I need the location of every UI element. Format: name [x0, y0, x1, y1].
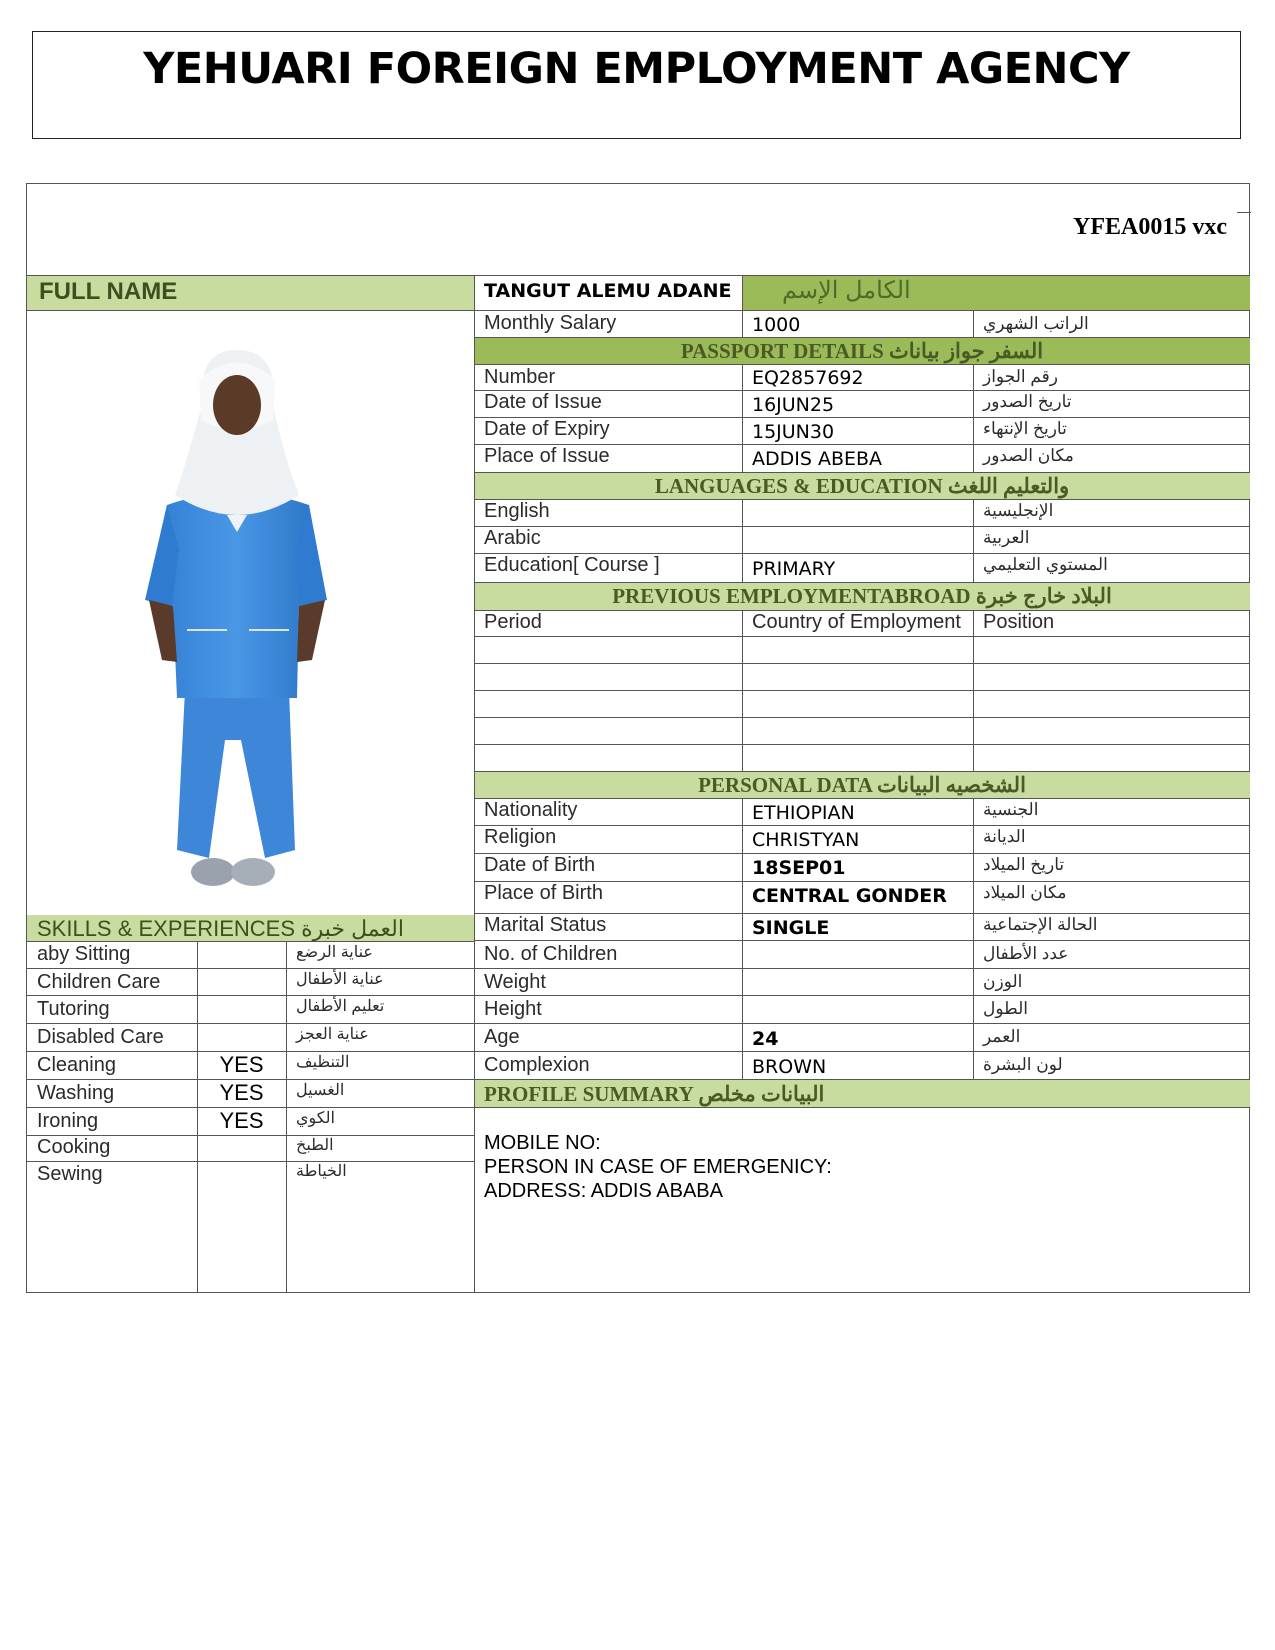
passport-number-label: Number	[484, 366, 556, 388]
complexion-value: BROWN	[752, 1056, 827, 1078]
skill-disabled-care-value	[197, 1023, 286, 1051]
skill-ironing-value: YES	[219, 1108, 264, 1133]
children-value	[742, 940, 973, 968]
education-value: PRIMARY	[752, 558, 836, 580]
skills-heading: SKILLS & EXPERIENCES العمل خبرة	[27, 915, 474, 941]
date-of-issue-value: 16JUN25	[752, 394, 835, 416]
full-name-arabic: الكامل الإسم	[742, 275, 1250, 310]
grid-line	[973, 610, 974, 771]
grid-line	[973, 499, 974, 582]
grid-line	[27, 968, 474, 969]
grid-line	[973, 798, 974, 1079]
grid-line	[474, 995, 1250, 996]
grid-line	[474, 940, 1250, 941]
skill-disabled-care-arabic: عناية العجز	[296, 1026, 369, 1043]
skill-baby-sitting-value	[197, 941, 286, 968]
english-value	[742, 499, 973, 526]
grid-line	[742, 364, 743, 472]
grid-line	[27, 275, 1250, 276]
nationality-value: ETHIOPIAN	[752, 802, 855, 824]
grid-line	[474, 417, 1250, 418]
skill-cleaning-arabic: التنظيف	[296, 1054, 350, 1071]
full-name-label: FULL NAME	[27, 275, 474, 310]
grid-line	[742, 610, 743, 771]
full-name-value: TANGUT ALEMU ADANE	[484, 280, 732, 302]
date-of-issue-label: Date of Issue	[484, 391, 602, 413]
grid-line	[474, 1051, 1250, 1052]
grid-line	[474, 1023, 1250, 1024]
grid-line	[474, 968, 1250, 969]
grid-line	[474, 881, 1250, 882]
marital-status-arabic: الحالة الإجتماعية	[983, 915, 1098, 934]
nationality-label: Nationality	[484, 799, 578, 821]
skill-cooking-arabic: الطبخ	[296, 1137, 334, 1154]
height-value	[742, 995, 973, 1023]
grid-line	[474, 310, 1250, 311]
grid-line	[27, 1161, 474, 1162]
grid-line	[742, 798, 743, 1079]
personal-data-heading: PERSONAL DATA الشخصيه البيانات	[474, 771, 1250, 798]
grid-line	[474, 610, 1250, 611]
nationality-arabic: الجنسية	[983, 800, 1039, 819]
grid-line	[474, 636, 1250, 637]
skill-children-care-arabic: عناية الأطفال	[296, 971, 384, 988]
arabic-value	[742, 526, 973, 553]
date-of-issue-arabic: تاريخ الصدور	[983, 392, 1072, 411]
grid-line	[474, 444, 1250, 445]
grid-line	[286, 941, 287, 1293]
salary-label: Monthly Salary	[484, 312, 617, 334]
grid-line	[474, 1107, 1250, 1108]
grid-line	[27, 1023, 474, 1024]
passport-number-arabic: رقم الجواز	[983, 367, 1058, 386]
place-of-issue-value: ADDIS ABEBA	[752, 448, 883, 470]
grid-line	[474, 825, 1250, 826]
religion-label: Religion	[484, 826, 557, 848]
period-header: Period	[484, 611, 542, 633]
country-of-employment-header: Country of Employment	[752, 611, 961, 633]
grid-line	[474, 390, 1250, 391]
place-of-birth-label: Place of Birth	[484, 882, 603, 904]
grid-line	[474, 853, 1250, 854]
children-label: No. of Children	[484, 943, 618, 965]
grid-line	[27, 941, 474, 942]
grid-line	[973, 364, 974, 472]
religion-arabic: الديانة	[983, 827, 1026, 846]
skill-ironing-arabic: الكوي	[296, 1110, 335, 1127]
profile-summary-body	[484, 1131, 1244, 1203]
passport-number-value: EQ2857692	[752, 367, 864, 389]
height-arabic: الطول	[983, 999, 1028, 1018]
english-arabic: الإنجليسية	[983, 501, 1054, 520]
applicant-form	[26, 183, 1250, 1293]
agency-title-box	[32, 31, 1241, 139]
date-of-expiry-arabic: تاريخ الإنتهاء	[983, 419, 1067, 438]
applicant-photo	[27, 310, 435, 915]
skill-children-care-value	[197, 968, 286, 995]
previous-employment-heading: PREVIOUS EMPLOYMENTABROAD البلاد خارج خبرة	[474, 582, 1250, 610]
grid-line	[474, 553, 1250, 554]
salary-value: 1000	[752, 314, 801, 336]
grid-line	[742, 499, 743, 582]
position-header: Position	[983, 611, 1055, 633]
religion-value: CHRISTYAN	[752, 829, 860, 851]
place-of-birth-value: CENTRAL GONDER	[752, 885, 947, 907]
grid-line	[27, 1079, 474, 1080]
skill-disabled-care-label: Disabled Care	[37, 1026, 164, 1048]
grid-line	[973, 310, 974, 337]
arabic-arabic: العربية	[983, 528, 1030, 547]
passport-heading: PASSPORT DETAILS السفر جواز بياناث	[474, 337, 1250, 364]
agency-title: YEHUARI FOREIGN EMPLOYMENT AGENCY	[143, 44, 1130, 94]
date-of-birth-value: 18SEP01	[752, 857, 846, 879]
languages-heading: LANGUAGES & EDUCATION والتعليم اللغث	[474, 472, 1250, 499]
age-value: 24	[752, 1028, 779, 1050]
place-of-issue-arabic: مكان الصدور	[983, 446, 1074, 465]
grid-line	[474, 717, 1250, 718]
education-label: Education[ Course ]	[484, 554, 660, 576]
grid-line	[474, 663, 1250, 664]
english-label: English	[484, 500, 550, 522]
marital-status-label: Marital Status	[484, 914, 607, 936]
skill-washing-arabic: الغسيل	[296, 1082, 345, 1099]
grid-line	[474, 337, 1250, 338]
grid-line	[474, 798, 1250, 799]
skill-cooking-label: Cooking	[37, 1136, 111, 1158]
date-of-birth-label: Date of Birth	[484, 854, 596, 876]
skill-sewing-arabic: الخياطة	[296, 1163, 347, 1180]
grid-line	[474, 744, 1250, 745]
complexion-arabic: لون البشرة	[983, 1055, 1063, 1074]
grid-line	[474, 275, 475, 1293]
grid-line	[474, 582, 1250, 583]
grid-line	[474, 364, 1250, 365]
education-arabic: المستوي التعليمي	[983, 555, 1108, 574]
grid-line	[27, 1135, 474, 1136]
grid-line	[474, 771, 1250, 772]
grid-line	[27, 310, 474, 311]
weight-value	[742, 968, 973, 995]
date-of-expiry-value: 15JUN30	[752, 421, 835, 443]
profile-summary-heading: PROFILE SUMMARY البيانات مخلص	[474, 1079, 1250, 1107]
height-label: Height	[484, 998, 542, 1020]
salary-arabic: الراتب الشهري	[983, 314, 1089, 333]
age-arabic: العمر	[983, 1027, 1021, 1046]
grid-line	[474, 1079, 1250, 1080]
grid-line	[474, 526, 1250, 527]
skill-washing-value: YES	[219, 1080, 264, 1105]
ref-tick-line	[1237, 212, 1251, 213]
grid-line	[474, 472, 1250, 473]
grid-line	[27, 1051, 474, 1052]
complexion-label: Complexion	[484, 1054, 590, 1076]
mobile-line: MOBILE NO:	[484, 1132, 601, 1154]
skill-washing-label: Washing	[37, 1082, 115, 1104]
weight-label: Weight	[484, 971, 546, 993]
grid-line	[474, 690, 1250, 691]
skill-children-care-label: Children Care	[37, 971, 161, 993]
place-of-issue-label: Place of Issue	[484, 445, 610, 467]
skill-cooking-value	[197, 1135, 286, 1161]
skill-baby-sitting-label: aby Sitting	[37, 943, 131, 965]
children-arabic: عدد الأطفال	[983, 944, 1069, 963]
grid-line	[474, 913, 1250, 914]
age-label: Age	[484, 1026, 520, 1048]
skill-tutoring-value	[197, 995, 286, 1023]
arabic-label: Arabic	[484, 527, 541, 549]
skill-cleaning-value: YES	[219, 1052, 264, 1077]
grid-line	[742, 275, 743, 337]
skill-cleaning-label: Cleaning	[37, 1054, 116, 1076]
date-of-expiry-label: Date of Expiry	[484, 418, 610, 440]
grid-line	[27, 1107, 474, 1108]
skill-sewing-value	[197, 1161, 286, 1189]
skill-baby-sitting-arabic: عناية الرضع	[296, 944, 373, 961]
emergency-contact-line: PERSON IN CASE OF EMERGENICY:	[484, 1156, 832, 1178]
marital-status-value: SINGLE	[752, 917, 830, 939]
grid-line	[197, 941, 198, 1293]
grid-line	[474, 499, 1250, 500]
grid-line	[27, 995, 474, 996]
skill-sewing-label: Sewing	[37, 1163, 103, 1185]
place-of-birth-arabic: مكان الميلاد	[983, 883, 1067, 902]
weight-arabic: الوزن	[983, 972, 1023, 991]
date-of-birth-arabic: تاريخ الميلاد	[983, 855, 1065, 874]
skill-tutoring-arabic: تعليم الأطفال	[296, 998, 385, 1015]
skill-ironing-label: Ironing	[37, 1110, 99, 1132]
address-line: ADDRESS: ADDIS ABABA	[484, 1180, 723, 1202]
skill-tutoring-label: Tutoring	[37, 998, 110, 1020]
reference-code: YFEA0015 vxc	[1073, 214, 1227, 240]
